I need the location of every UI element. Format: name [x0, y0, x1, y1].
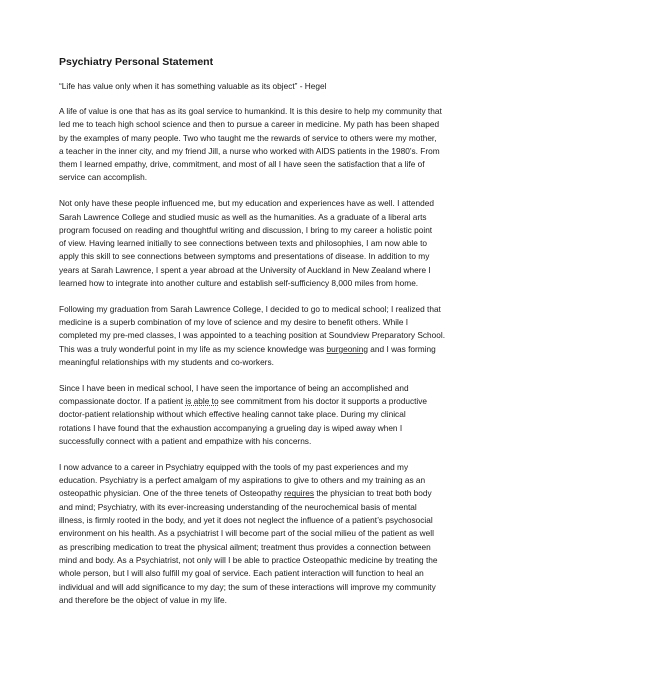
- paragraph-3: [59, 303, 469, 369]
- paragraph-line: Not only have these people influenced me, but my education and experiences have as well. I attended: [59, 198, 434, 209]
- paragraph-line: doctor-patient relationship without which effective healing cannot take place. During my clinical: [59, 409, 406, 420]
- paragraph-line: osteopathic physician. One of the three tenets of Osteopathy requires the physician to treat both body: [59, 488, 432, 499]
- paragraph-line: whole person, but I will also fulfill my goal of service. Each patient interaction will function to heal an: [59, 568, 424, 579]
- paragraph-line: learned how to integrate into another culture and establish self-sufficiency 8,000 miles from home.: [59, 278, 419, 289]
- paragraph-line: Since I have been in medical school, I have seen the importance of being an accomplished and: [59, 382, 409, 393]
- paragraph-2: [59, 197, 469, 290]
- document-page: [59, 55, 469, 620]
- paragraph-line: Sarah Lawrence College and studied music as well as the humanities. As a graduate of a liberal arts: [59, 211, 427, 222]
- paragraph-line: of view. Having learned initially to see connections between texts and philosophies, I am now able to: [59, 238, 428, 249]
- document-title: Psychiatry Personal Statement: [59, 56, 214, 68]
- paragraph-line: a teacher in the inner city, and my friend Jill, a nurse who worked with AIDS patients in the 1980’s. From: [59, 145, 440, 156]
- paragraph-line: mind and body. As a Psychiatrist, not only will I be able to practice Osteopathic medicine by treating the: [59, 554, 438, 565]
- paragraph-line: and therefore be the object of value in my life.: [59, 594, 227, 605]
- paragraph-line: apply this skill to see connections between symptoms and presentations of disease. In addition to my: [59, 251, 430, 262]
- spelling-mark: burgeoning: [326, 343, 368, 354]
- paragraph-line: completed my pre-med classes, I was appointed to a teaching position at Soundview Preparatory School.: [59, 330, 446, 341]
- grammar-mark: is able to: [185, 396, 219, 407]
- paragraph-line: A life of value is one that has as its goal service to humankind. It is this desire to help my community that: [59, 106, 442, 116]
- paragraph-line: meaningful relationships with my students and co-workers.: [59, 357, 274, 368]
- paragraph-line: compassionate doctor. If a patient is able to see commitment from his doctor it supports a productive: [59, 396, 428, 407]
- paragraph-line: as prescribing medication to treat the physical ailment; treatment thus provides a connection between: [59, 541, 431, 552]
- paragraph-line: by the examples of many people. Two who taught me the rewards of service to others were my mother,: [59, 132, 437, 143]
- document-body: [59, 105, 469, 607]
- paragraph-1: [59, 105, 469, 185]
- epigraph-quote: “Life has value only when it has something valuable as its object” - Hegel: [59, 81, 327, 91]
- paragraph-line: years at Sarah Lawrence, I spent a year abroad at the University of Auckland in New Zealand where I: [59, 264, 431, 275]
- spelling-mark: requires: [284, 488, 315, 499]
- paragraph-line: environment on his health. As a psychiatrist I will become part of the social milieu of the patient as well: [59, 528, 434, 539]
- paragraph-line: medicine is a superb combination of my love of science and my desire to benefit others. While I: [59, 317, 409, 328]
- paragraph-line: and mind; Psychiatry, with its ever-increasing understanding of the neurochemical basis of mental: [59, 501, 417, 512]
- paragraph-line: service can accomplish.: [59, 172, 148, 183]
- paragraph-line: successfully connect with a patient and empathize with his concerns.: [59, 436, 312, 447]
- paragraph-line: individual and will add significance to my day; the sum of these interactions will improve my community: [59, 581, 436, 592]
- paragraph-line: This was a truly wonderful point in my life as my science knowledge was burgeoning and I was forming: [59, 343, 436, 354]
- paragraph-line: education. Psychiatry is a perfect amalgam of my aspirations to give to others and my training as an: [59, 475, 426, 486]
- paragraph-line: program focused on reading and thoughtful writing and discussion, I bring to my career a holistic point: [59, 224, 433, 235]
- paragraph-line: I now advance to a career in Psychiatry equipped with the tools of my past experiences and my: [59, 461, 409, 472]
- paragraph-line: them I learned empathy, drive, commitment, and most of all I have seen the satisfaction that a life of: [59, 159, 425, 170]
- paragraph-5: [59, 461, 469, 607]
- paragraph-line: Following my graduation from Sarah Lawrence College, I decided to go to medical school; I realized that: [59, 303, 441, 314]
- paragraph-line: led me to teach high school science and then to pursue a career in medicine. My path has been shaped: [59, 119, 440, 130]
- paragraph-line: rotations I have found that the exhaustion accompanying a grueling day is wiped away when I: [59, 422, 403, 433]
- paragraph-line: illness, is firmly rooted in the body, and yet it does not neglect the influence of a patient’s psychosocial: [59, 515, 433, 526]
- paragraph-4: [59, 382, 469, 448]
